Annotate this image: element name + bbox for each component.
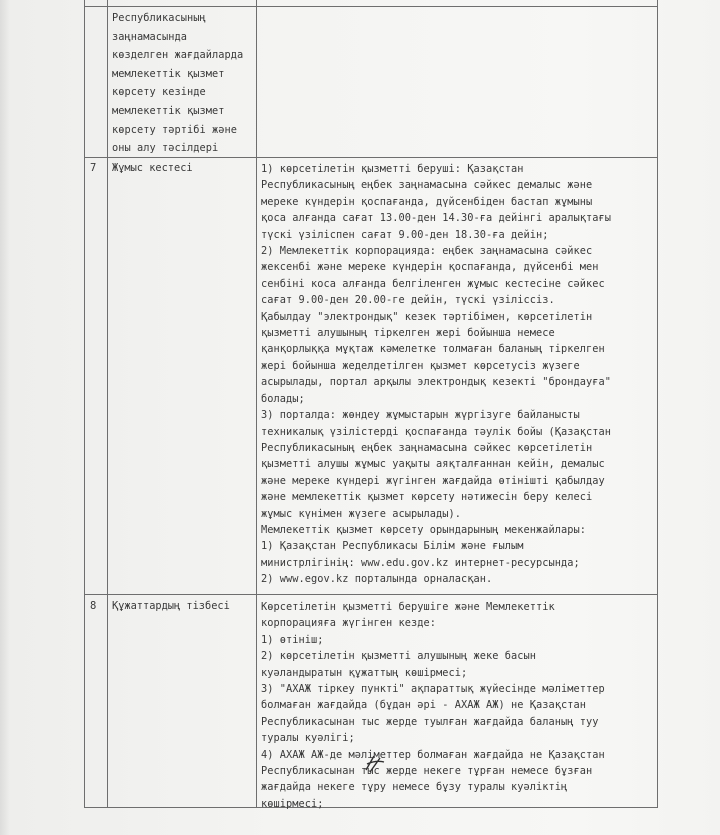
row8-content-line: Республикасынан тыс жерде некеге тұрған немесе бұзған	[261, 765, 593, 778]
row7-content-line: жексенбі және мереке күндерін қоспағанда, дүйсенбі мен	[261, 261, 599, 274]
row6-label-line: заңнамасында	[112, 30, 187, 43]
row8-label: Құжаттардың тізбесі	[112, 600, 230, 612]
table-top-border	[84, 6, 658, 7]
row6-label-line: мемлекеттік қызмет	[112, 67, 225, 80]
row7-content-line: болады;	[261, 392, 305, 405]
row7-content-line: және мемлекеттік қызмет көрсету нәтижесін беру келесі	[261, 491, 593, 504]
row7-content-line: министрлігінің: www.edu.gov.kz интернет-ресурсында;	[261, 556, 580, 569]
row6-label	[112, 9, 243, 158]
scan-edge-shadow	[0, 0, 10, 835]
row7-content-line: және мереке күндері жүгінген жағдайда өтінішті қабылдау	[261, 474, 605, 487]
row7-content-line: Мемлекеттік қызмет көрсету орындарының мекенжайлары:	[261, 523, 586, 536]
row8-content-line: 1) өтініш;	[261, 633, 324, 646]
table-divider-number-column	[107, 0, 108, 808]
row7-content-line: Республикасының еңбек заңнамасына сәйкес көрсетілетін	[261, 441, 593, 454]
row7-content-line: қанқорлыққа мұқтаж кәмелетке толмаған баланың тіркелген	[261, 343, 605, 356]
row8-content-line: 3) "АХАЖ тіркеу пункті" ақпараттық жүйесінде мәліметтер	[261, 683, 605, 696]
row7-content-line: техникалық үзілістерді қоспағанда тәулік бойы (Қазақстан	[261, 425, 611, 438]
row7-content-line: сенбіні коса алғанда белгіленген жұмыс кестесіне сәйкес	[261, 277, 605, 290]
row7-content-line: 1) көрсетілетін қызметті беруші: Қазақстан	[261, 163, 524, 175]
row8-number: 8	[90, 600, 97, 612]
row-separator-7-8	[84, 594, 658, 595]
row8-content-line: туралы куәлігі;	[261, 732, 355, 745]
row7-content-line: Республикасының еңбек заңнамасына сәйкес демалыс және	[261, 179, 593, 192]
table-border-left	[84, 0, 85, 808]
row7-content-line: 2) Мемлекеттік корпорацияда: еңбек заңнамасына сәйкес	[261, 245, 593, 258]
row7-content-line: асырылады, портал арқылы электрондық кезекті "брондауға"	[261, 376, 611, 389]
row8-content-line: Республикасынан тыс жерде туылған жағдайда баланың туу	[261, 715, 599, 728]
row8-content-line: көшірмесі;	[261, 797, 324, 810]
row6-label-line: көзделген жағдайларда	[112, 49, 244, 62]
row8-content-line: 4) АХАЖ АЖ-де мәліметтер болмаған жағдайда не Қазақстан	[261, 748, 605, 761]
row7-number: 7	[90, 162, 97, 174]
row6-label-line: оны алу тәсілдері	[112, 142, 219, 155]
row7-content-line: жері бойынша жеделдетілген қызмет көрсетусіз жүзеге	[261, 359, 580, 372]
row8-content	[261, 599, 605, 812]
row7-content-line: қоса алғанда сағат 13.00-ден 14.30-ға дейінгі аралықтағы	[261, 212, 611, 225]
row7-content-line: қызметті алушы жұмыс уақыты аяқталғаннан кейін, демалыс	[261, 458, 605, 471]
row7-content-line: мереке күндерін қоспағанда, дүйсенбіден бастап жұмыны	[261, 195, 593, 208]
row8-content-line: жағдайда некеге тұру немесе бұзу туралы куәліктің	[261, 781, 568, 794]
row6-label-line: Республикасының	[112, 12, 206, 24]
row7-label: Жұмыс кестесі	[112, 162, 193, 174]
row7-content-line: жұмыс күнімен жүзеге асырылады).	[261, 507, 461, 520]
row7-content-line: түскі үзіліспен сағат 9.00-ден 18.30-ға дейін;	[261, 228, 549, 241]
row7-content	[261, 161, 611, 588]
row7-content-line: Қабылдау "электрондық" кезек тәртібімен, көрсетілетін	[261, 310, 593, 323]
row6-label-line: көрсету кезінде	[112, 86, 206, 99]
table-divider-label-column	[256, 0, 257, 808]
row7-content-line: 2) www.egov.kz порталында орналасқан.	[261, 573, 493, 586]
row8-content-line: болмаған жағдайда (бұдан әрі - АХАЖ АЖ) не Қазақстан	[261, 699, 586, 712]
row7-content-line: 3) порталда: жөндеу жұмыстарын жүргізуге байланысты	[261, 409, 580, 422]
row6-label-line: көрсету тәртібі және	[112, 123, 237, 136]
table-border-right	[657, 0, 658, 808]
row8-content-line: 2) көрсетілетін қызметті алушының жеке басын	[261, 650, 536, 663]
row8-content-line: куәландыратын құжаттың көшірмесі;	[261, 666, 468, 679]
row6-label-line: мемлекеттік қызмет	[112, 104, 225, 117]
row8-content-line: Көрсетілетін қызметті берушіге және Мемлекеттік	[261, 601, 555, 613]
row7-content-line: қызметті алушының тіркелген жері бойынша немесе	[261, 327, 555, 340]
pen-mark-scribble	[364, 752, 388, 774]
row7-content-line: сағат 9.00-ден 20.00-ге дейін, түскі үзіліссіз.	[261, 294, 555, 307]
row7-content-line: 1) Қазақстан Республикасы Білім және ғылым	[261, 540, 524, 553]
row8-content-line: корпорацияға жүгінген кезде:	[261, 617, 436, 630]
